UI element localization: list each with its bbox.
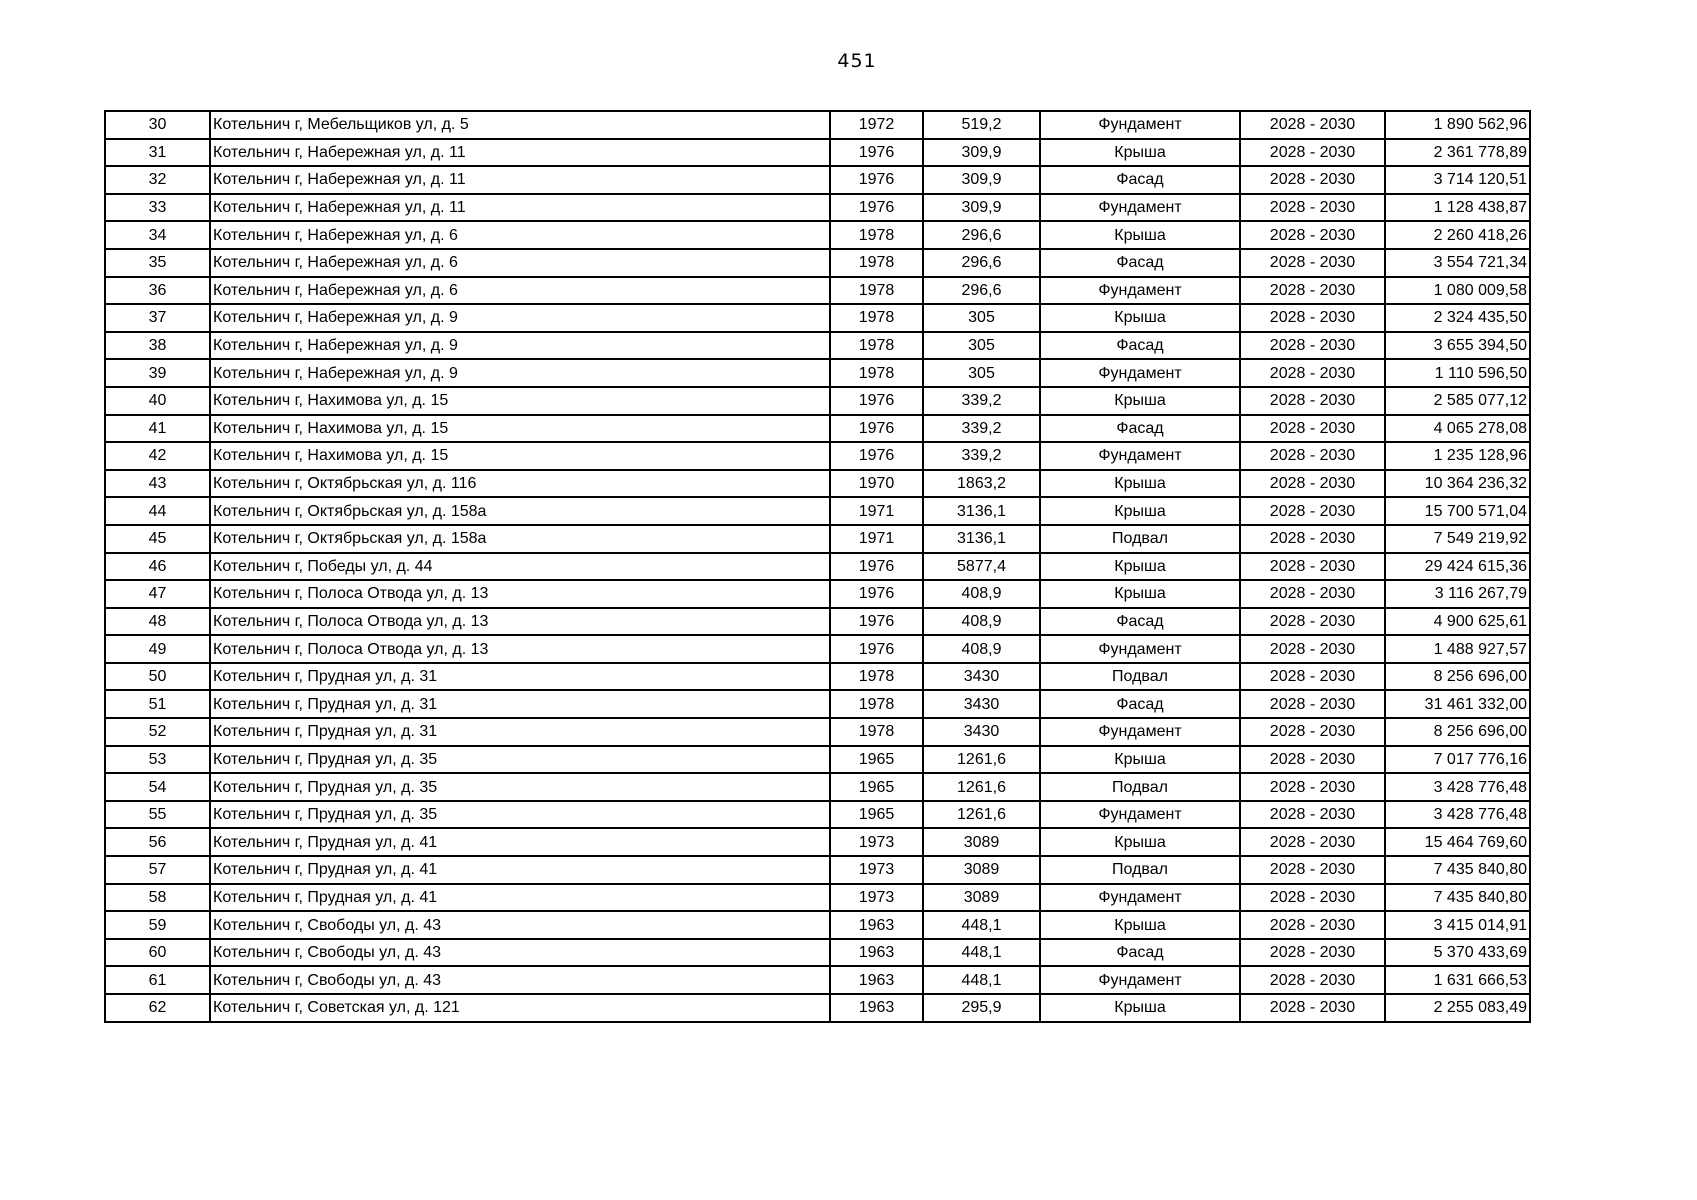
cost-cell: 1 110 596,50: [1385, 359, 1530, 387]
build-year-cell: 1976: [830, 194, 923, 222]
table-row: [105, 690, 1530, 718]
row-number-cell: 59: [105, 911, 210, 939]
table-row: [105, 221, 1530, 249]
table-row: [105, 663, 1530, 691]
address-cell: Котельнич г, Набережная ул, д. 9: [210, 332, 830, 360]
row-number-cell: 34: [105, 221, 210, 249]
address-cell: Котельнич г, Набережная ул, д. 11: [210, 194, 830, 222]
cost-cell: 29 424 615,36: [1385, 553, 1530, 581]
row-number-cell: 30: [105, 111, 210, 139]
row-number-cell: 35: [105, 249, 210, 277]
row-number-cell: 55: [105, 801, 210, 829]
area-cell: 295,9: [923, 994, 1040, 1022]
work-type-cell: Подвал: [1040, 773, 1240, 801]
cost-cell: 3 714 120,51: [1385, 166, 1530, 194]
row-number-cell: 51: [105, 690, 210, 718]
address-cell: Котельнич г, Прудная ул, д. 41: [210, 856, 830, 884]
build-year-cell: 1963: [830, 966, 923, 994]
period-cell: 2028 - 2030: [1240, 470, 1385, 498]
period-cell: 2028 - 2030: [1240, 939, 1385, 967]
address-cell: Котельнич г, Октябрьская ул, д. 116: [210, 470, 830, 498]
address-cell: Котельнич г, Свободы ул, д. 43: [210, 966, 830, 994]
cost-cell: 7 549 219,92: [1385, 525, 1530, 553]
table-row: [105, 277, 1530, 305]
period-cell: 2028 - 2030: [1240, 442, 1385, 470]
period-cell: 2028 - 2030: [1240, 746, 1385, 774]
area-cell: 305: [923, 359, 1040, 387]
build-year-cell: 1965: [830, 746, 923, 774]
table-row: [105, 415, 1530, 443]
area-cell: 1863,2: [923, 470, 1040, 498]
table-row: [105, 580, 1530, 608]
period-cell: 2028 - 2030: [1240, 773, 1385, 801]
table-row: [105, 249, 1530, 277]
work-type-cell: Фасад: [1040, 415, 1240, 443]
work-type-cell: Фундамент: [1040, 442, 1240, 470]
address-cell: Котельнич г, Прудная ул, д. 41: [210, 828, 830, 856]
table-row: [105, 525, 1530, 553]
work-type-cell: Крыша: [1040, 304, 1240, 332]
build-year-cell: 1965: [830, 773, 923, 801]
build-year-cell: 1976: [830, 553, 923, 581]
period-cell: 2028 - 2030: [1240, 966, 1385, 994]
address-cell: Котельнич г, Прудная ул, д. 41: [210, 884, 830, 912]
period-cell: 2028 - 2030: [1240, 194, 1385, 222]
table-row: [105, 304, 1530, 332]
row-number-cell: 49: [105, 635, 210, 663]
address-cell: Котельнич г, Прудная ул, д. 31: [210, 690, 830, 718]
table-row: [105, 332, 1530, 360]
cost-cell: 3 415 014,91: [1385, 911, 1530, 939]
build-year-cell: 1978: [830, 690, 923, 718]
page-number: 451: [837, 50, 877, 72]
build-year-cell: 1973: [830, 856, 923, 884]
work-type-cell: Крыша: [1040, 221, 1240, 249]
period-cell: 2028 - 2030: [1240, 497, 1385, 525]
period-cell: 2028 - 2030: [1240, 525, 1385, 553]
period-cell: 2028 - 2030: [1240, 387, 1385, 415]
row-number-cell: 47: [105, 580, 210, 608]
cost-cell: 5 370 433,69: [1385, 939, 1530, 967]
address-cell: Котельнич г, Советская ул, д. 121: [210, 994, 830, 1022]
area-cell: 3430: [923, 663, 1040, 691]
area-cell: 408,9: [923, 635, 1040, 663]
cost-cell: 4 065 278,08: [1385, 415, 1530, 443]
build-year-cell: 1978: [830, 359, 923, 387]
area-cell: 296,6: [923, 221, 1040, 249]
build-year-cell: 1978: [830, 304, 923, 332]
address-cell: Котельнич г, Набережная ул, д. 9: [210, 359, 830, 387]
address-cell: Котельнич г, Мебельщиков ул, д. 5: [210, 111, 830, 139]
period-cell: 2028 - 2030: [1240, 663, 1385, 691]
build-year-cell: 1976: [830, 635, 923, 663]
build-year-cell: 1976: [830, 415, 923, 443]
table-row: [105, 856, 1530, 884]
period-cell: 2028 - 2030: [1240, 332, 1385, 360]
work-type-cell: Фундамент: [1040, 111, 1240, 139]
area-cell: 408,9: [923, 608, 1040, 636]
row-number-cell: 52: [105, 718, 210, 746]
period-cell: 2028 - 2030: [1240, 415, 1385, 443]
build-year-cell: 1971: [830, 497, 923, 525]
cost-cell: 1 235 128,96: [1385, 442, 1530, 470]
cost-cell: 3 116 267,79: [1385, 580, 1530, 608]
work-type-cell: Крыша: [1040, 470, 1240, 498]
row-number-cell: 39: [105, 359, 210, 387]
address-cell: Котельнич г, Прудная ул, д. 31: [210, 718, 830, 746]
address-cell: Котельнич г, Нахимова ул, д. 15: [210, 415, 830, 443]
area-cell: 448,1: [923, 966, 1040, 994]
table-row: [105, 553, 1530, 581]
address-cell: Котельнич г, Набережная ул, д. 6: [210, 221, 830, 249]
address-cell: Котельнич г, Октябрьская ул, д. 158а: [210, 525, 830, 553]
table-row: [105, 718, 1530, 746]
build-year-cell: 1963: [830, 911, 923, 939]
row-number-cell: 33: [105, 194, 210, 222]
period-cell: 2028 - 2030: [1240, 884, 1385, 912]
work-type-cell: Подвал: [1040, 663, 1240, 691]
period-cell: 2028 - 2030: [1240, 911, 1385, 939]
cost-cell: 2 585 077,12: [1385, 387, 1530, 415]
period-cell: 2028 - 2030: [1240, 580, 1385, 608]
row-number-cell: 62: [105, 994, 210, 1022]
area-cell: 3089: [923, 884, 1040, 912]
period-cell: 2028 - 2030: [1240, 249, 1385, 277]
table-row: [105, 194, 1530, 222]
cost-cell: 1 128 438,87: [1385, 194, 1530, 222]
build-year-cell: 1973: [830, 828, 923, 856]
area-cell: 519,2: [923, 111, 1040, 139]
area-cell: 305: [923, 304, 1040, 332]
period-cell: 2028 - 2030: [1240, 304, 1385, 332]
build-year-cell: 1976: [830, 139, 923, 167]
table-row: [105, 828, 1530, 856]
row-number-cell: 50: [105, 663, 210, 691]
period-cell: 2028 - 2030: [1240, 221, 1385, 249]
area-cell: 339,2: [923, 415, 1040, 443]
cost-cell: 2 260 418,26: [1385, 221, 1530, 249]
table-row: [105, 773, 1530, 801]
work-type-cell: Фасад: [1040, 690, 1240, 718]
area-cell: 296,6: [923, 277, 1040, 305]
address-cell: Котельнич г, Победы ул, д. 44: [210, 553, 830, 581]
cost-cell: 3 554 721,34: [1385, 249, 1530, 277]
build-year-cell: 1978: [830, 221, 923, 249]
period-cell: 2028 - 2030: [1240, 801, 1385, 829]
area-cell: 1261,6: [923, 773, 1040, 801]
address-cell: Котельнич г, Набережная ул, д. 9: [210, 304, 830, 332]
table-row: [105, 608, 1530, 636]
period-cell: 2028 - 2030: [1240, 553, 1385, 581]
table-row: [105, 442, 1530, 470]
table-row: [105, 470, 1530, 498]
area-cell: 3136,1: [923, 525, 1040, 553]
address-cell: Котельнич г, Прудная ул, д. 35: [210, 801, 830, 829]
period-cell: 2028 - 2030: [1240, 608, 1385, 636]
work-type-cell: Крыша: [1040, 139, 1240, 167]
build-year-cell: 1978: [830, 249, 923, 277]
work-type-cell: Подвал: [1040, 525, 1240, 553]
area-cell: 3089: [923, 856, 1040, 884]
table-row: [105, 635, 1530, 663]
area-cell: 339,2: [923, 387, 1040, 415]
area-cell: 1261,6: [923, 746, 1040, 774]
build-year-cell: 1963: [830, 939, 923, 967]
area-cell: 1261,6: [923, 801, 1040, 829]
area-cell: 3430: [923, 690, 1040, 718]
row-number-cell: 40: [105, 387, 210, 415]
table-body: [105, 111, 1530, 1022]
area-cell: 3430: [923, 718, 1040, 746]
table-row: [105, 746, 1530, 774]
address-cell: Котельнич г, Октябрьская ул, д. 158а: [210, 497, 830, 525]
build-year-cell: 1970: [830, 470, 923, 498]
work-type-cell: Крыша: [1040, 553, 1240, 581]
work-type-cell: Фасад: [1040, 166, 1240, 194]
area-cell: 309,9: [923, 139, 1040, 167]
work-type-cell: Крыша: [1040, 911, 1240, 939]
cost-cell: 7 435 840,80: [1385, 856, 1530, 884]
address-cell: Котельнич г, Прудная ул, д. 35: [210, 773, 830, 801]
area-cell: 309,9: [923, 194, 1040, 222]
row-number-cell: 38: [105, 332, 210, 360]
work-type-cell: Крыша: [1040, 746, 1240, 774]
row-number-cell: 45: [105, 525, 210, 553]
address-cell: Котельнич г, Полоса Отвода ул, д. 13: [210, 635, 830, 663]
cost-cell: 3 428 776,48: [1385, 773, 1530, 801]
build-year-cell: 1976: [830, 166, 923, 194]
period-cell: 2028 - 2030: [1240, 690, 1385, 718]
area-cell: 448,1: [923, 911, 1040, 939]
build-year-cell: 1976: [830, 608, 923, 636]
cost-cell: 15 464 769,60: [1385, 828, 1530, 856]
build-year-cell: 1976: [830, 580, 923, 608]
row-number-cell: 46: [105, 553, 210, 581]
row-number-cell: 37: [105, 304, 210, 332]
address-cell: Котельнич г, Прудная ул, д. 35: [210, 746, 830, 774]
cost-cell: 10 364 236,32: [1385, 470, 1530, 498]
area-cell: 309,9: [923, 166, 1040, 194]
work-type-cell: Крыша: [1040, 497, 1240, 525]
work-type-cell: Фундамент: [1040, 194, 1240, 222]
build-year-cell: 1963: [830, 994, 923, 1022]
row-number-cell: 53: [105, 746, 210, 774]
address-cell: Котельнич г, Полоса Отвода ул, д. 13: [210, 608, 830, 636]
table-row: [105, 387, 1530, 415]
cost-cell: 8 256 696,00: [1385, 718, 1530, 746]
cost-cell: 3 428 776,48: [1385, 801, 1530, 829]
build-year-cell: 1978: [830, 663, 923, 691]
work-type-cell: Фасад: [1040, 332, 1240, 360]
build-year-cell: 1978: [830, 332, 923, 360]
work-type-cell: Крыша: [1040, 387, 1240, 415]
area-cell: 3089: [923, 828, 1040, 856]
row-number-cell: 60: [105, 939, 210, 967]
address-cell: Котельнич г, Нахимова ул, д. 15: [210, 387, 830, 415]
address-cell: Котельнич г, Набережная ул, д. 6: [210, 277, 830, 305]
build-year-cell: 1978: [830, 277, 923, 305]
row-number-cell: 31: [105, 139, 210, 167]
work-type-cell: Фасад: [1040, 608, 1240, 636]
cost-cell: 1 080 009,58: [1385, 277, 1530, 305]
work-type-cell: Фундамент: [1040, 966, 1240, 994]
work-type-cell: Подвал: [1040, 856, 1240, 884]
table-row: [105, 111, 1530, 139]
period-cell: 2028 - 2030: [1240, 139, 1385, 167]
cost-cell: 7 017 776,16: [1385, 746, 1530, 774]
period-cell: 2028 - 2030: [1240, 635, 1385, 663]
work-type-cell: Фасад: [1040, 939, 1240, 967]
row-number-cell: 58: [105, 884, 210, 912]
work-type-cell: Крыша: [1040, 994, 1240, 1022]
table-row: [105, 994, 1530, 1022]
build-year-cell: 1971: [830, 525, 923, 553]
row-number-cell: 32: [105, 166, 210, 194]
area-cell: 296,6: [923, 249, 1040, 277]
period-cell: 2028 - 2030: [1240, 111, 1385, 139]
work-type-cell: Фундамент: [1040, 277, 1240, 305]
address-cell: Котельнич г, Свободы ул, д. 43: [210, 939, 830, 967]
area-cell: 408,9: [923, 580, 1040, 608]
period-cell: 2028 - 2030: [1240, 166, 1385, 194]
table-row: [105, 139, 1530, 167]
work-type-cell: Крыша: [1040, 580, 1240, 608]
table-row: [105, 801, 1530, 829]
address-cell: Котельнич г, Полоса Отвода ул, д. 13: [210, 580, 830, 608]
row-number-cell: 57: [105, 856, 210, 884]
area-cell: 3136,1: [923, 497, 1040, 525]
work-type-cell: Фундамент: [1040, 718, 1240, 746]
work-type-cell: Крыша: [1040, 828, 1240, 856]
period-cell: 2028 - 2030: [1240, 718, 1385, 746]
work-type-cell: Фасад: [1040, 249, 1240, 277]
table-row: [105, 884, 1530, 912]
table-row: [105, 497, 1530, 525]
table-row: [105, 166, 1530, 194]
work-type-cell: Фундамент: [1040, 801, 1240, 829]
build-year-cell: 1972: [830, 111, 923, 139]
cost-cell: 1 488 927,57: [1385, 635, 1530, 663]
row-number-cell: 54: [105, 773, 210, 801]
row-number-cell: 36: [105, 277, 210, 305]
period-cell: 2028 - 2030: [1240, 277, 1385, 305]
cost-cell: 4 900 625,61: [1385, 608, 1530, 636]
table-row: [105, 939, 1530, 967]
area-cell: 339,2: [923, 442, 1040, 470]
build-year-cell: 1973: [830, 884, 923, 912]
table-row: [105, 359, 1530, 387]
work-type-cell: Фундамент: [1040, 884, 1240, 912]
row-number-cell: 61: [105, 966, 210, 994]
address-cell: Котельнич г, Свободы ул, д. 43: [210, 911, 830, 939]
cost-cell: 3 655 394,50: [1385, 332, 1530, 360]
table-row: [105, 911, 1530, 939]
address-cell: Котельнич г, Прудная ул, д. 31: [210, 663, 830, 691]
cost-cell: 31 461 332,00: [1385, 690, 1530, 718]
row-number-cell: 41: [105, 415, 210, 443]
address-cell: Котельнич г, Набережная ул, д. 6: [210, 249, 830, 277]
cost-cell: 2 324 435,50: [1385, 304, 1530, 332]
period-cell: 2028 - 2030: [1240, 994, 1385, 1022]
area-cell: 305: [923, 332, 1040, 360]
row-number-cell: 42: [105, 442, 210, 470]
row-number-cell: 56: [105, 828, 210, 856]
row-number-cell: 44: [105, 497, 210, 525]
cost-cell: 8 256 696,00: [1385, 663, 1530, 691]
period-cell: 2028 - 2030: [1240, 828, 1385, 856]
repair-schedule-table: [104, 110, 1531, 1023]
work-type-cell: Фундамент: [1040, 635, 1240, 663]
area-cell: 5877,4: [923, 553, 1040, 581]
build-year-cell: 1976: [830, 442, 923, 470]
area-cell: 448,1: [923, 939, 1040, 967]
build-year-cell: 1976: [830, 387, 923, 415]
address-cell: Котельнич г, Набережная ул, д. 11: [210, 166, 830, 194]
table-row: [105, 966, 1530, 994]
cost-cell: 15 700 571,04: [1385, 497, 1530, 525]
cost-cell: 2 255 083,49: [1385, 994, 1530, 1022]
cost-cell: 7 435 840,80: [1385, 884, 1530, 912]
build-year-cell: 1978: [830, 718, 923, 746]
row-number-cell: 48: [105, 608, 210, 636]
period-cell: 2028 - 2030: [1240, 359, 1385, 387]
cost-cell: 2 361 778,89: [1385, 139, 1530, 167]
address-cell: Котельнич г, Нахимова ул, д. 15: [210, 442, 830, 470]
cost-cell: 1 890 562,96: [1385, 111, 1530, 139]
row-number-cell: 43: [105, 470, 210, 498]
period-cell: 2028 - 2030: [1240, 856, 1385, 884]
cost-cell: 1 631 666,53: [1385, 966, 1530, 994]
work-type-cell: Фундамент: [1040, 359, 1240, 387]
address-cell: Котельнич г, Набережная ул, д. 11: [210, 139, 830, 167]
build-year-cell: 1965: [830, 801, 923, 829]
